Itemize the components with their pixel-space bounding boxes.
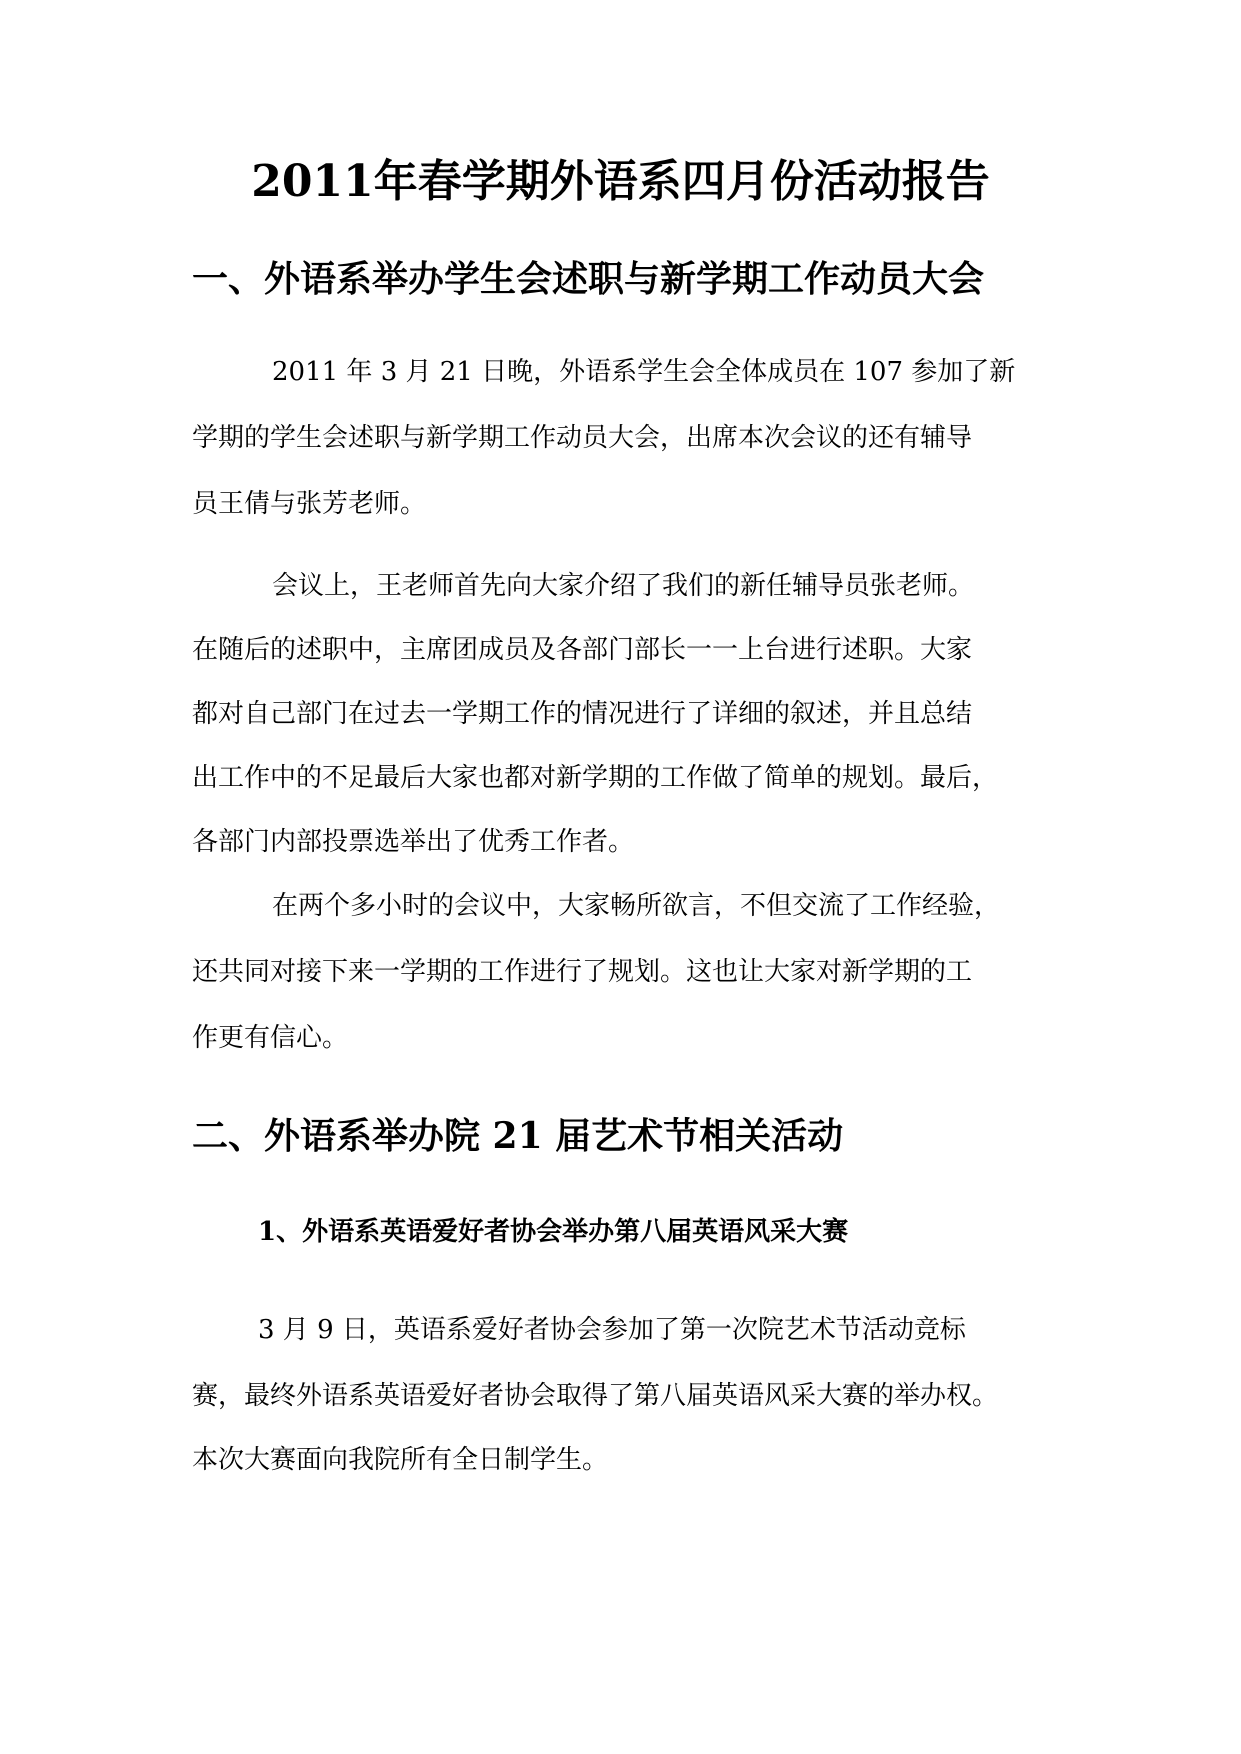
section-2-subheading: 1、外语系英语爱好者协会举办第八届英语风采大赛 xyxy=(258,1217,849,1247)
document-title: 2011年春学期外语系四月份活动报告 xyxy=(251,156,990,207)
section-1-line: 在随后的述职中，主席团成员及各部门部长一一上台进行述职。大家 xyxy=(192,635,973,665)
section-1-line: 会议上，王老师首先向大家介绍了我们的新任辅导员张老师。 xyxy=(272,571,975,601)
section-1-line: 作更有信心。 xyxy=(192,1023,349,1053)
section-2-line: 赛，最终外语系英语爱好者协会取得了第八届英语风采大赛的举办权。 xyxy=(192,1381,999,1411)
section-1-line: 2011 年 3 月 21 日晚，外语系学生会全体成员在 107 参加了新 xyxy=(272,357,1016,387)
section-1-line: 出工作中的不足最后大家也都对新学期的工作做了简单的规划。最后， xyxy=(192,763,999,793)
section-1-heading: 一、外语系举办学生会述职与新学期工作动员大会 xyxy=(192,258,985,300)
section-1-line: 员王倩与张芳老师。 xyxy=(192,489,427,519)
section-2-line: 本次大赛面向我院所有全日制学生。 xyxy=(192,1445,609,1475)
section-2-heading: 二、外语系举办院 21 届艺术节相关活动 xyxy=(192,1115,844,1157)
section-1-line: 都对自己部门在过去一学期工作的情况进行了详细的叙述，并且总结 xyxy=(192,699,973,729)
section-2-line: 3 月 9 日，英语系爱好者协会参加了第一次院艺术节活动竞标 xyxy=(258,1315,966,1345)
section-1-line: 各部门内部投票选举出了优秀工作者。 xyxy=(192,827,635,857)
section-1-line: 学期的学生会述职与新学期工作动员大会，出席本次会议的还有辅导 xyxy=(192,423,973,453)
section-1-line: 在两个多小时的会议中，大家畅所欲言，不但交流了工作经验， xyxy=(272,891,1001,921)
section-1-line: 还共同对接下来一学期的工作进行了规划。这也让大家对新学期的工 xyxy=(192,957,973,987)
